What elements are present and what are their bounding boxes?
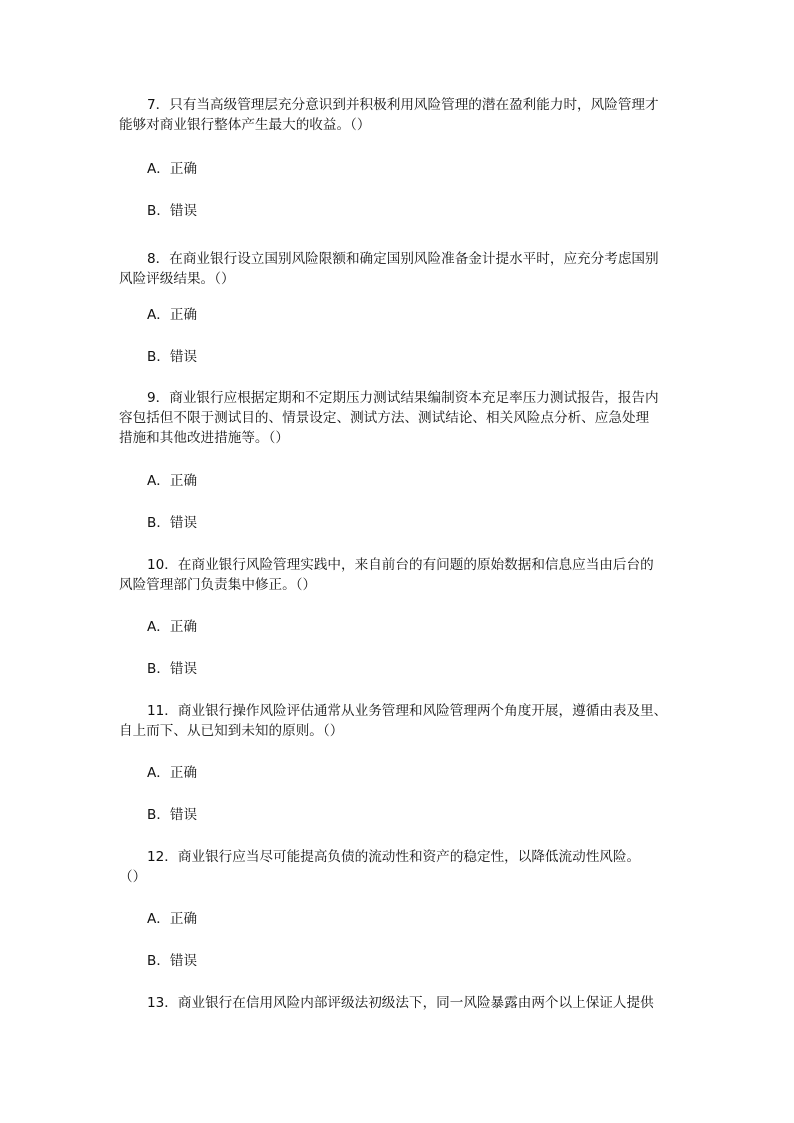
question-8-line-1: 8．在商业银行设立国别风险限额和确定国别风险准备金计提水平时，应充分考虑国别 <box>147 251 659 267</box>
question-9-line-1: 9．商业银行应根据定期和不定期压力测试结果编制资本充足率压力测试报告，报告内 <box>147 390 659 406</box>
question-10-line-2: 风险管理部门负责集中修正。（） <box>119 577 317 593</box>
question-11-option-b: B．错误 <box>147 807 198 823</box>
question-10-option-a: A．正确 <box>147 619 198 635</box>
question-10-line-1: 10．在商业银行风险管理实践中，来自前台的有问题的原始数据和信息应当由后台的 <box>147 557 654 573</box>
question-7-option-b: B．错误 <box>147 203 198 219</box>
question-8-option-a: A．正确 <box>147 307 198 323</box>
question-9-line-2: 容包括但不限于测试目的、情景设定、测试方法、测试结论、相关风险点分析、应急处理 <box>119 410 650 426</box>
question-12-option-a: A．正确 <box>147 911 198 927</box>
question-12-option-b: B．错误 <box>147 953 198 969</box>
question-8-option-b: B．错误 <box>147 349 198 365</box>
question-7-line-1: 7．只有当高级管理层充分意识到并积极利用风险管理的潜在盈利能力时，风险管理才 <box>147 97 659 113</box>
question-9-option-b: B．错误 <box>147 515 198 531</box>
question-7-line-2: 能够对商业银行整体产生最大的收益。（） <box>119 117 371 133</box>
question-11-line-1: 11．商业银行操作风险评估通常从业务管理和风险管理两个角度开展，遵循由表及里、 <box>147 703 668 719</box>
question-8-line-2: 风险评级结果。（） <box>119 271 235 287</box>
question-10-option-b: B．错误 <box>147 661 198 677</box>
question-11-line-2: 自上而下、从已知到未知的原则。（） <box>119 723 344 739</box>
question-13-line-1: 13．商业银行在信用风险内部评级法初级法下，同一风险暴露由两个以上保证人提供 <box>147 995 654 1011</box>
question-9-line-3: 措施和其他改进措施等。（） <box>119 430 289 446</box>
question-12-line-2: （） <box>119 869 147 885</box>
question-9-option-a: A．正确 <box>147 473 198 489</box>
question-7-option-a: A．正确 <box>147 161 198 177</box>
question-11-option-a: A．正确 <box>147 765 198 781</box>
question-12-line-1: 12．商业银行应当尽可能提高负债的流动性和资产的稳定性，以降低流动性风险。 <box>147 849 641 865</box>
